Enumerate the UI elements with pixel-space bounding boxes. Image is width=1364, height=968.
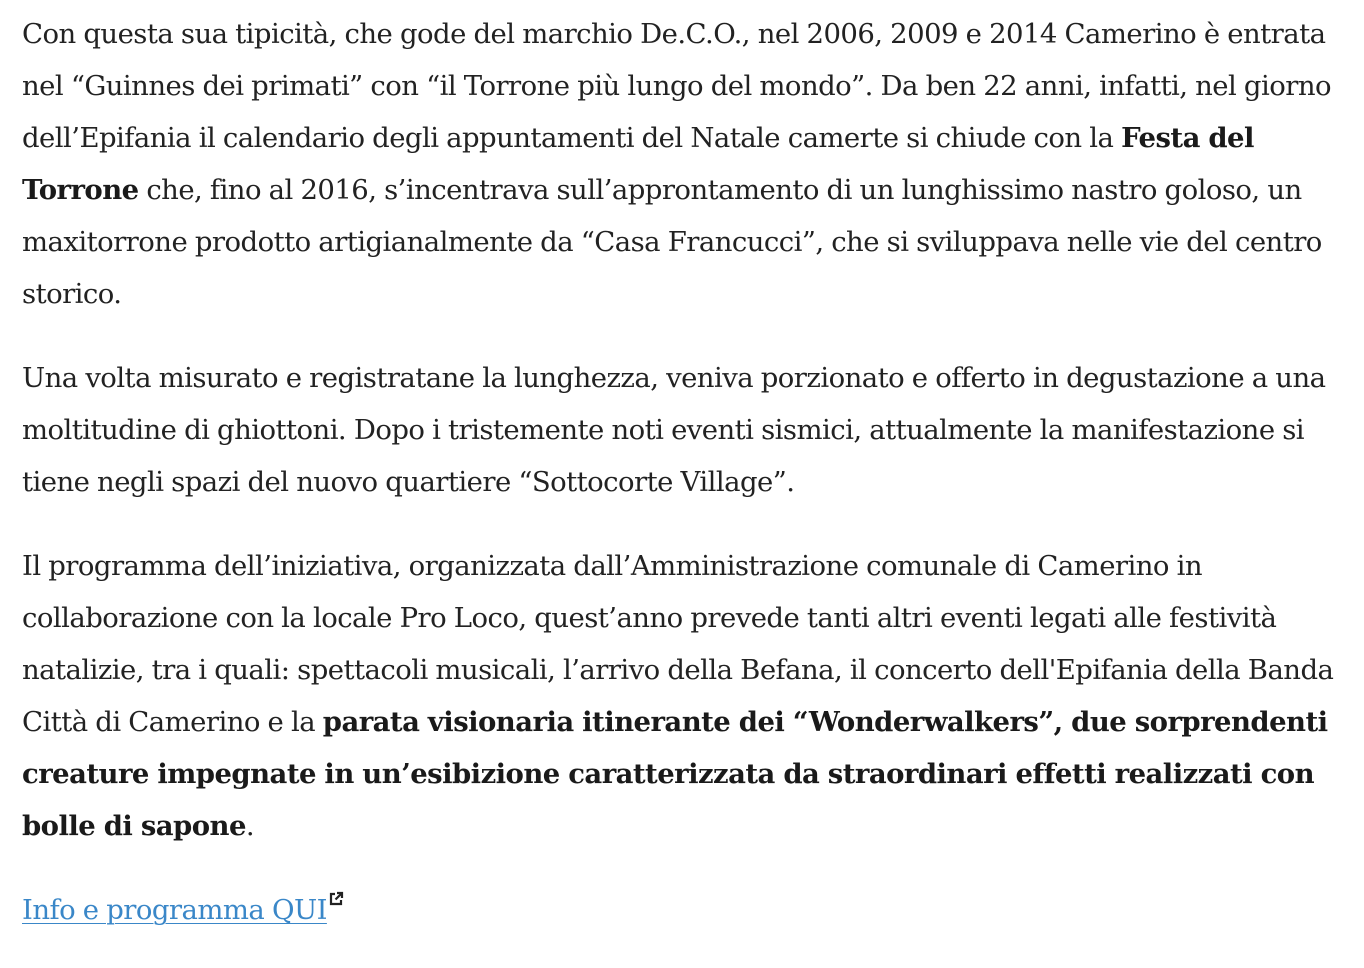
article-body: [22, 8, 1364, 968]
paragraph-torrone-history: [22, 8, 1364, 320]
festa-del-torrone-bold: Festa del Torrone: [22, 122, 1254, 206]
paragraph-tasting: Una volta misurato e registratane la lunghezza, veniva porzionato e offerto in degustazione a una moltitudine di ghiottoni. Dopo i tristemente noti eventi sismici, attualmente la manifestazione si tiene negli spazi del nuovo quartiere “Sottocorte Village”.: [22, 362, 1326, 498]
paragraph-link: [22, 884, 1364, 936]
info-link-label: Info e programma QUI: [22, 894, 327, 926]
wonderwalkers-bold: parata visionaria itinerante dei “Wonderwalkers”, due sorprendenti creature impegnate in un’esibizione caratterizzata da straordinari effetti realizzati con bolle di sapone: [22, 706, 1328, 842]
paragraph-text: Il programma dell’iniziativa, organizzata dall’Amministrazione comunale di Camerino in collaborazione con la locale Pro Loco, quest’anno prevede tanti altri eventi legati alle festività natalizie, tra i quali: spettacoli musicali, l’arrivo della Befana, il concerto dell'Epifania della Banda Città di Camerino e la: [22, 550, 1334, 738]
paragraph-text: Con questa sua tipicità, che gode del marchio De.C.O., nel 2006, 2009 e 2014 Camerino è entrata nel “Guinnes dei primati” con “il Torrone più lungo del mondo”. Da ben 22 anni, infatti, nel giorno dell’Epifania il calendario degli appuntamenti del Natale camerte si chiude con la: [22, 18, 1332, 154]
info-programma-link[interactable]: [22, 894, 344, 926]
paragraph-program: [22, 540, 1364, 852]
paragraph-text: che, fino al 2016, s’incentrava sull’approntamento di un lunghissimo nastro goloso, un maxitorrone prodotto artigianalmente da “Casa Francucci”, che si sviluppava nelle vie del centro storico.: [22, 174, 1322, 310]
paragraph-text: .: [245, 810, 255, 842]
external-link-icon: [328, 891, 344, 907]
